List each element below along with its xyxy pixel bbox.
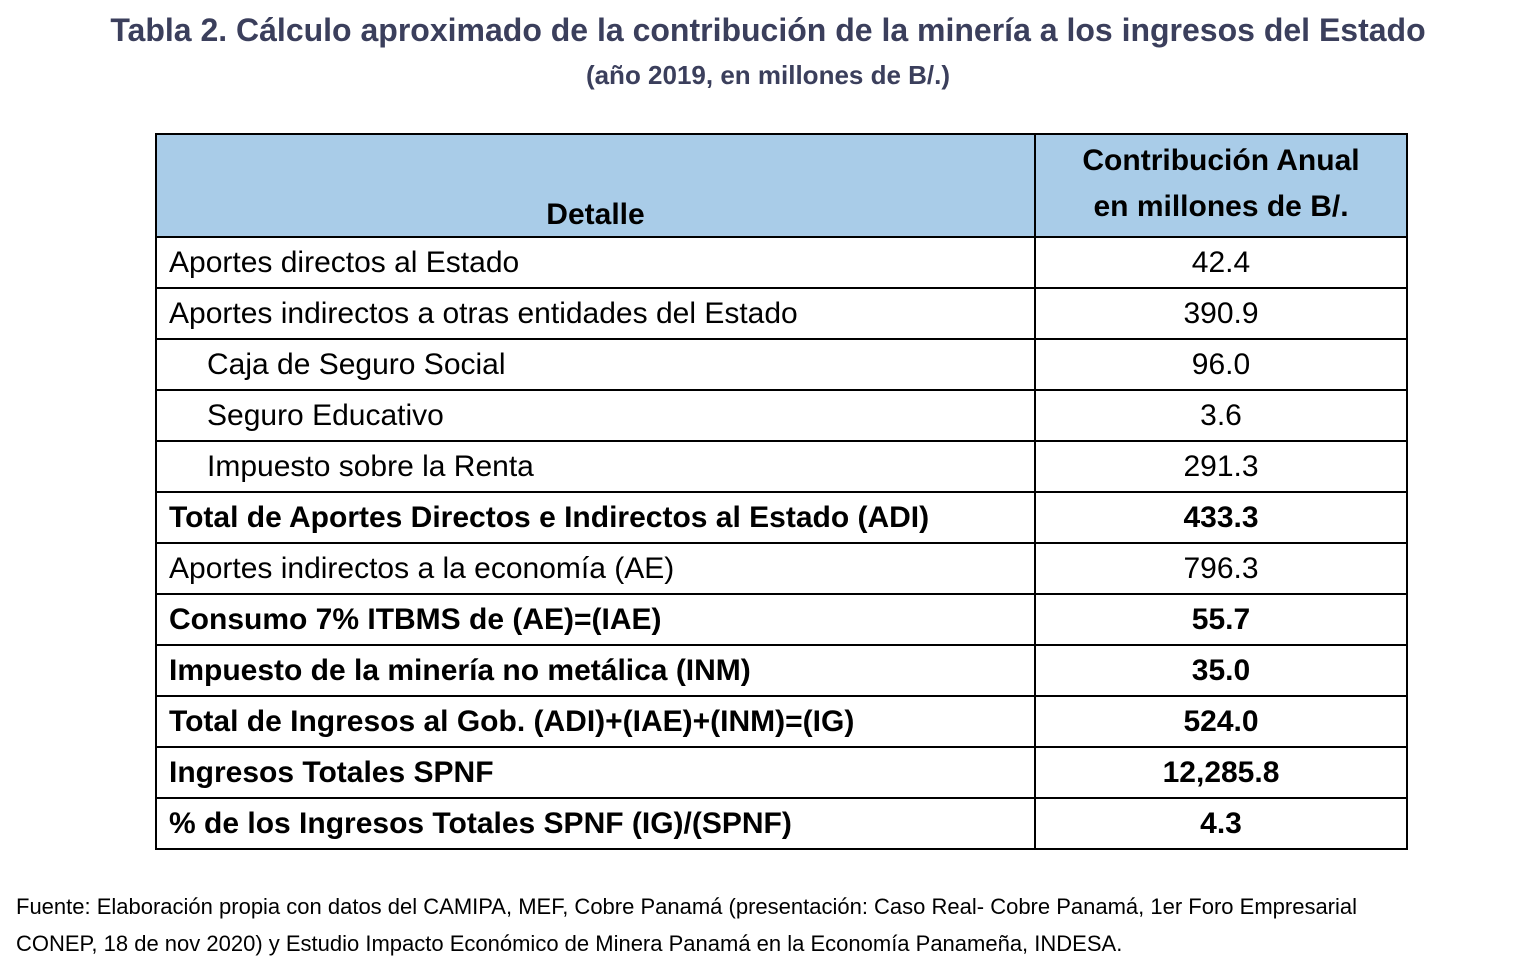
row-label: Total de Ingresos al Gob. (ADI)+(IAE)+(INM)=(IG) xyxy=(156,696,1035,747)
row-value: 3.6 xyxy=(1035,390,1407,441)
row-value: 390.9 xyxy=(1035,288,1407,339)
header-row xyxy=(156,134,1407,237)
header-contribucion-line1: Contribución Anual xyxy=(1082,144,1360,177)
row-value: 55.7 xyxy=(1035,594,1407,645)
table-row xyxy=(156,696,1407,747)
table-row xyxy=(156,288,1407,339)
header-contribucion xyxy=(1035,134,1407,237)
row-value: 96.0 xyxy=(1035,339,1407,390)
table-row xyxy=(156,594,1407,645)
row-value: 35.0 xyxy=(1035,645,1407,696)
contribution-table xyxy=(155,133,1408,850)
table-title: Tabla 2. Cálculo aproximado de la contribución de la minería a los ingresos del Estado xyxy=(110,12,1426,48)
row-label: Caja de Seguro Social xyxy=(156,339,1035,390)
row-value: 4.3 xyxy=(1035,798,1407,849)
row-value: 42.4 xyxy=(1035,237,1407,288)
row-value: 12,285.8 xyxy=(1035,747,1407,798)
table-row xyxy=(156,441,1407,492)
table-row xyxy=(156,798,1407,849)
table-row xyxy=(156,645,1407,696)
table-row xyxy=(156,237,1407,288)
row-value: 291.3 xyxy=(1035,441,1407,492)
row-label: Consumo 7% ITBMS de (AE)=(IAE) xyxy=(156,594,1035,645)
row-label: Impuesto de la minería no metálica (INM) xyxy=(156,645,1035,696)
table-row xyxy=(156,492,1407,543)
row-label: Aportes indirectos a la economía (AE) xyxy=(156,543,1035,594)
table-subtitle: (año 2019, en millones de B/.) xyxy=(585,60,951,90)
header-detalle: Detalle xyxy=(156,134,1035,237)
row-label: % de los Ingresos Totales SPNF (IG)/(SPNF) xyxy=(156,798,1035,849)
source-line-2: CONEP, 18 de nov 2020) y Estudio Impacto Económico de Minera Panamá en la Economía Panameña, INDESA. xyxy=(16,931,1123,956)
row-label: Aportes directos al Estado xyxy=(156,237,1035,288)
row-label: Ingresos Totales SPNF xyxy=(156,747,1035,798)
table-row xyxy=(156,747,1407,798)
row-label: Aportes indirectos a otras entidades del Estado xyxy=(156,288,1035,339)
row-label: Impuesto sobre la Renta xyxy=(156,441,1035,492)
source-note xyxy=(16,888,1526,962)
row-value: 524.0 xyxy=(1035,696,1407,747)
row-value: 796.3 xyxy=(1035,543,1407,594)
table-row xyxy=(156,390,1407,441)
row-label: Seguro Educativo xyxy=(156,390,1035,441)
table-row xyxy=(156,339,1407,390)
header-contribucion-line2: en millones de B/. xyxy=(1093,190,1349,223)
table-row xyxy=(156,543,1407,594)
row-value: 433.3 xyxy=(1035,492,1407,543)
row-label: Total de Aportes Directos e Indirectos al Estado (ADI) xyxy=(156,492,1035,543)
source-line-1: Fuente: Elaboración propia con datos del CAMIPA, MEF, Cobre Panamá (presentación: Caso Real- Cobre Panamá, 1er Foro Empresarial xyxy=(16,894,1358,919)
